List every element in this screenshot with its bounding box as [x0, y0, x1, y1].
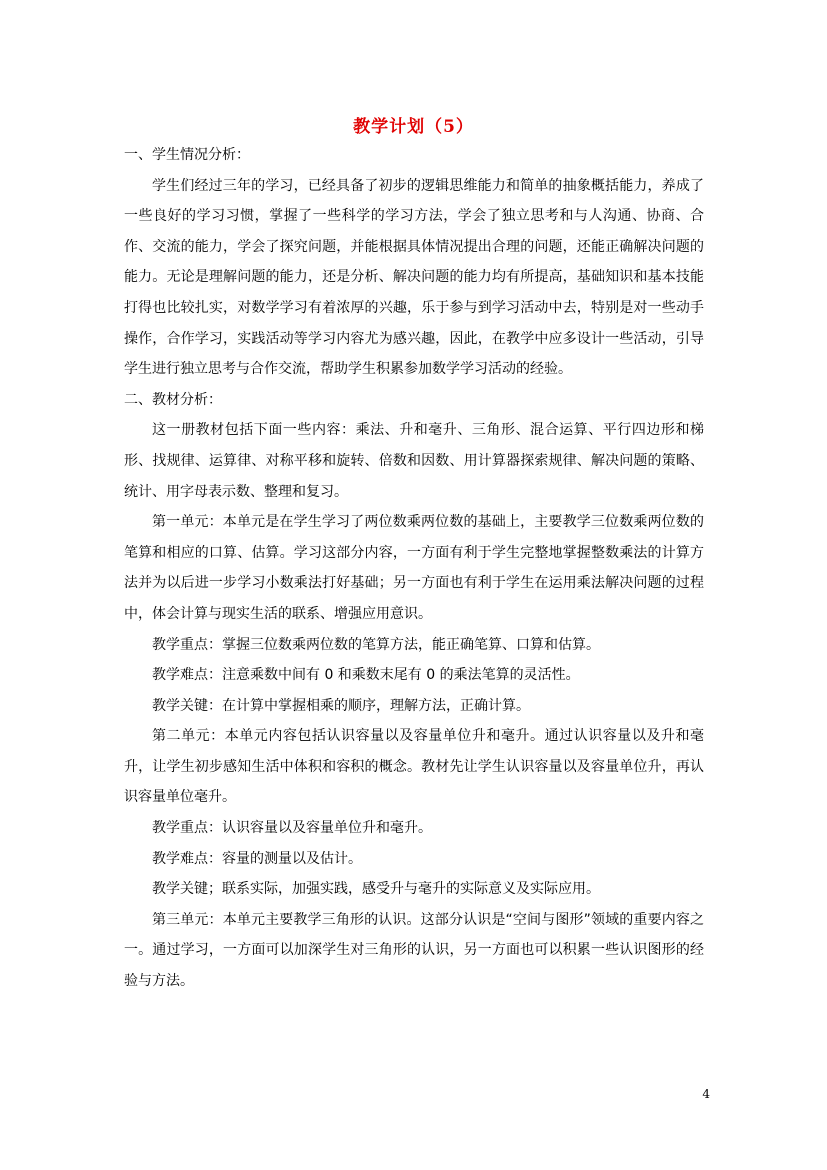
textbook-content-paragraph: 这一册教材包括下面一些内容：乘法、升和毫升、三角形、混合运算、平行四边形和梯形、找规律、运算律、对称平移和旋转、倍数和因数、用计算器探索规律、解决问题的策略、统计、用字母表示数、整理和复习。	[124, 422, 704, 500]
unit2-difficulty: 教学难点：容量的测量以及估计。	[152, 850, 362, 867]
student-analysis-paragraph: 学生们经过三年的学习，已经具备了初步的逻辑思维能力和简单的抽象概括能力，养成了一些良好的学习习惯，掌握了一些科学的学习方法，学会了独立思考和与人沟通、协商、合作、交流的能力，学会了探究问题，并能根据具体情况提出合理的问题，还能正确解决问题的能力。无论是理解问题的能力，还是分析、解决问题的能力均有所提高，基础知识和基本技能打得也比较扎实，对数学学习有着浓厚的兴趣，乐于参与到学习活动中去，特别是对一些动手操作，合作学习，实践活动等学习内容尤为感兴趣，因此，在教学中应多设计一些活动，引导学生进行独立思考与合作交流，帮助学生积累参加数学学习活动的经验。	[124, 177, 704, 378]
unit1-paragraph: 第一单元：本单元是在学生学习了两位数乘两位数的基础上，主要教学三位数乘两位数的笔算和相应的口算、估算。学习这部分内容，一方面有利于学生完整地掌握整数乘法的计算方法并为以后进一步学习小数乘法打好基础；另一方面也有利于学生在运用乘法解决问题的过程中，体会计算与现实生活的联系、增强应用意识。	[124, 514, 704, 622]
unit1-key-point: 教学重点：掌握三位数乘两位数的笔算方法，能正确笔算、口算和估算。	[152, 636, 600, 653]
page-title: 教学计划（5）	[353, 117, 474, 137]
unit1-crux: 教学关键：在计算中掌握相乘的顺序，理解方法，正确计算。	[152, 697, 530, 714]
unit2-paragraph: 第二单元：本单元内容包括认识容量以及容量单位升和毫升。通过认识容量以及升和毫升，让学生初步感知生活中体积和容积的概念。教材先让学生认识容量以及容量单位升，再认识容量单位毫升。	[124, 728, 704, 806]
page-number: 4	[702, 1087, 710, 1101]
section-heading-textbook-analysis: 二、教材分析：	[124, 391, 222, 408]
document-body	[124, 140, 704, 997]
unit1-difficulty: 教学难点：注意乘数中间有 0 和乘数末尾有 0 的乘法笔算的灵活性。	[152, 667, 580, 684]
unit2-key-point: 教学重点：认识容量以及容量单位升和毫升。	[152, 820, 432, 837]
section-heading-student-analysis: 一、学生情况分析：	[124, 147, 250, 163]
unit3-paragraph: 第三单元：本单元主要教学三角形的认识。这部分认识是“空间与图形”领域的重要内容之一。通过学习，一方面可以加深学生对三角形的认识，另一方面也可以积累一些认识图形的经验与方法。	[124, 911, 704, 990]
unit2-crux: 教学关键；联系实际，加强实践，感受升与毫升的实际意义及实际应用。	[152, 881, 600, 898]
